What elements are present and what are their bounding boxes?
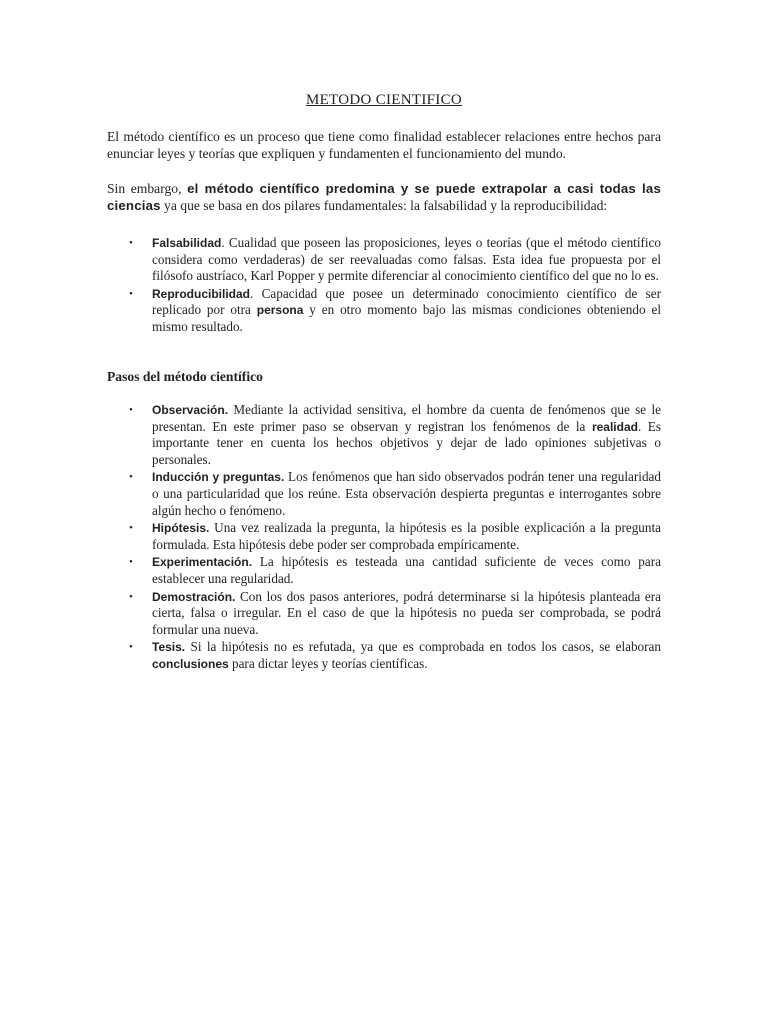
pillars-paragraph-tail: ya que se basa en dos pilares fundamentales: la falsabilidad y la reproducibilidad:: [160, 198, 608, 213]
tesis-text-b: para dictar leyes y teorías científicas.: [228, 655, 428, 671]
steps-list: [129, 402, 661, 674]
bullet-icon: •: [129, 641, 133, 654]
bullet-icon: •: [129, 590, 133, 603]
pillars-paragraph-bold: el método científico predomina y se puede extrapolar a casi todas las ciencias: [107, 181, 661, 213]
document-title: METODO CIENTIFICO: [305, 92, 463, 108]
bullet-icon: •: [129, 471, 133, 484]
reproducibilidad-text-a: . Capacidad que posee un determinado conocimiento científico de ser replicado por otra: [152, 285, 661, 318]
list-item-experimentacion: [129, 554, 661, 587]
term-experimentacion: Experimentación.: [152, 555, 253, 570]
bullet-icon: •: [129, 404, 133, 416]
term-hipotesis: Hipótesis.: [152, 521, 210, 536]
steps-heading: Pasos del método científico: [107, 369, 263, 384]
term-falsabilidad: Falsabilidad: [152, 236, 222, 250]
term-induccion: Inducción y preguntas.: [152, 470, 285, 485]
term-realidad: realidad: [591, 419, 638, 434]
term-observacion: Observación.: [152, 403, 229, 417]
term-reproducibilidad: Reproducibilidad: [152, 286, 251, 301]
list-item-observacion: [129, 402, 661, 468]
experimentacion-text: La hipótesis es testeada una cantidad suficiente de veces como para establecer una regularidad.: [152, 554, 661, 586]
observacion-text-a: Mediante la actividad sensitiva, el hombre da cuenta de fenómenos que se le presentan. En este primer paso se observan y registran los fenómenos de la: [152, 402, 661, 434]
list-item-demostracion: [129, 589, 661, 639]
pillars-paragraph-lead: Sin embargo,: [107, 181, 188, 196]
intro-paragraph: El método científico es un proceso que tiene como finalidad establecer relaciones entre hechos para enunciar leyes y teorías que expliquen y fundamenten el funcionamiento del mundo.: [107, 129, 661, 161]
list-item-induccion: [129, 469, 661, 519]
bullet-icon: •: [129, 556, 133, 569]
demostracion-text: Con los dos pasos anteriores, podrá determinarse si la hipótesis planteada era cierta, falsa o irregular. En el caso de que la hipótesis no pueda ser comprobada, se podrá formular una nueva.: [152, 588, 661, 637]
pillars-list: [129, 235, 661, 337]
term-demostracion: Demostración.: [152, 589, 236, 604]
hipotesis-text: Una vez realizada la pregunta, la hipótesis es la posible explicación a la pregunta formulada. Esta hipótesis debe poder ser comprobada empíricamente.: [152, 520, 661, 552]
falsabilidad-text: . Cualidad que poseen las proposiciones, leyes o teorías (que el método científico considera como verdaderas) de ser reevaluadas como falsas. Esta idea fue propuesta por el filósofo austríaco, Karl Popper y permite diferenciar al conocimiento científico del que no lo es.: [152, 235, 661, 284]
term-tesis: Tesis.: [152, 640, 186, 655]
term-persona: persona: [256, 303, 304, 318]
list-item-hipotesis: [129, 520, 661, 553]
bullet-icon: •: [129, 522, 133, 535]
observacion-text-b: . Es importante tener en cuenta los hechos objetivos y dejar de lado opiniones subjetivas o personales.: [152, 418, 661, 467]
tesis-text-a: Si la hipótesis no es refutada, ya que es comprobada en todos los casos, se elaboran: [185, 639, 661, 655]
pillars-paragraph: [107, 180, 661, 214]
bullet-icon: •: [129, 287, 133, 300]
list-item-reproducibilidad: [129, 286, 661, 336]
list-item-tesis: [129, 639, 661, 672]
term-conclusiones: conclusiones: [152, 656, 229, 671]
reproducibilidad-text-b: y en otro momento bajo las mismas condiciones obteniendo el mismo resultado.: [152, 302, 661, 334]
induccion-text: Los fenómenos que han sido observados podrán tener una regularidad o una particularidad que los reúne. Esta observación despierta preguntas e interrogantes sobre algún hecho o fenómeno.: [152, 469, 661, 518]
list-item-falsabilidad: [129, 235, 661, 285]
bullet-icon: •: [129, 237, 133, 249]
